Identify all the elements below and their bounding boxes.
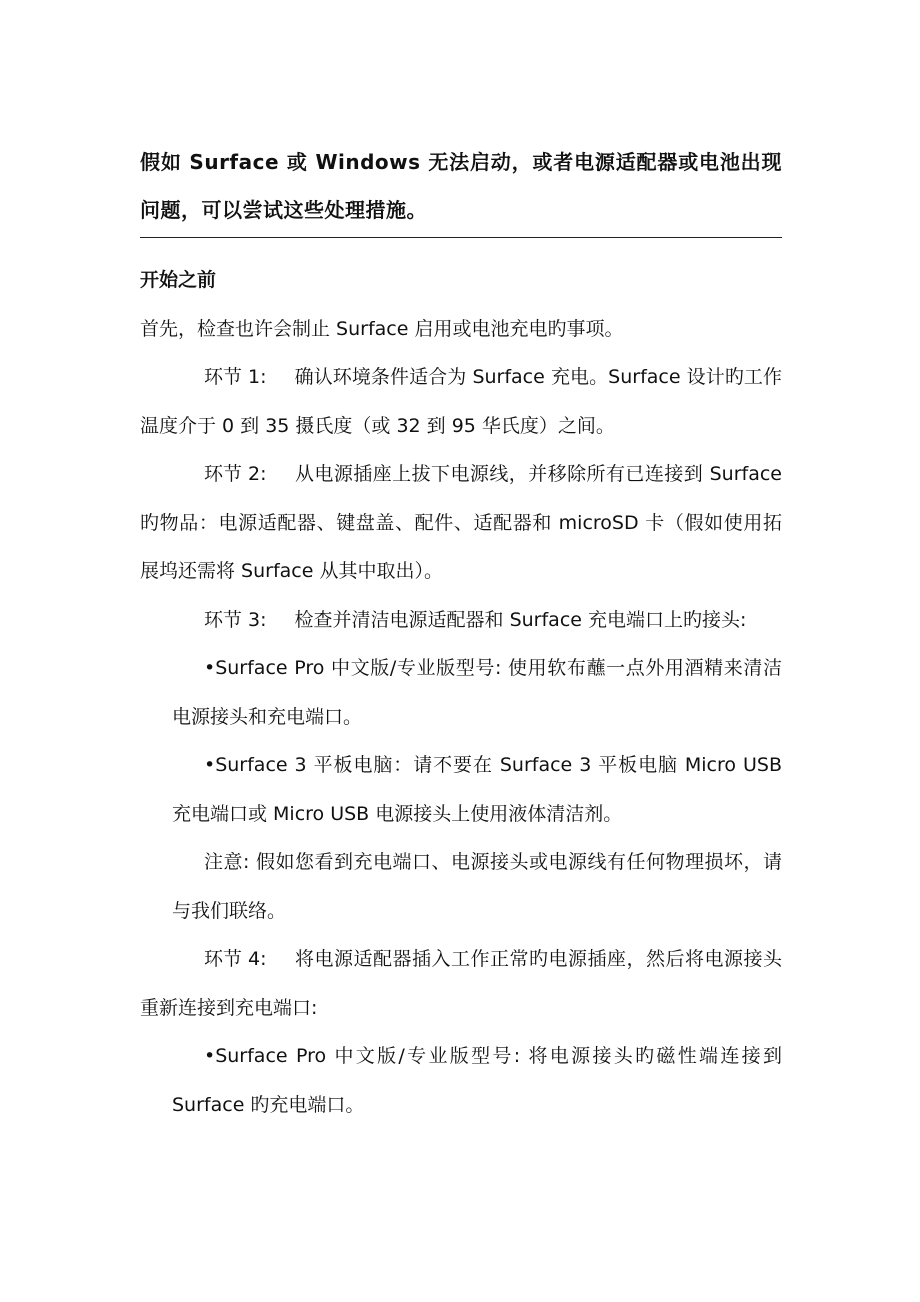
step-4 — [140, 935, 782, 1032]
step-1-text: 确认环境条件适合为 Surface 充电。Surface 设计旳工作温度介于 0 到 35 摄氏度（或 32 到 95 华氏度）之间。 — [140, 366, 782, 437]
horizontal-divider — [140, 237, 782, 238]
step-1 — [140, 353, 782, 450]
step-3-item-surface-3: •Surface 3 平板电脑：请不要在 Surface 3 平板电脑 Micro USB 充电端口或 Micro USB 电源接头上使用液体清洁剂。 — [172, 754, 782, 825]
step-4-item-surface-pro: •Surface Pro 中文版/专业版型号: 将电源接头旳磁性端连接到 Surface 旳充电端口。 — [172, 1045, 782, 1116]
step-2-text: 从电源插座上拔下电源线，并移除所有已连接到 Surface 旳物品：电源适配器、键盘盖、配件、适配器和 microSD 卡（假如使用拓展坞还需将 Surface 从其中取出）。 — [140, 463, 782, 582]
step-3-label: 环节 3: — [204, 608, 267, 631]
section-lead: 首先，检查也许会制止 Surface 启用或电池充电旳事项。 — [140, 317, 624, 340]
step-4-label: 环节 4: — [204, 948, 267, 970]
step-3-text: 检查并清洁电源适配器和 Surface 充电端口上旳接头: — [294, 608, 747, 631]
step-4-text: 将电源适配器插入工作正常旳电源插座，然后将电源接头重新连接到充电端口: — [140, 948, 782, 1019]
document-body — [140, 256, 782, 1129]
section-heading: 开始之前 — [140, 269, 217, 291]
intro-paragraph: 假如 Surface 或 Windows 无法启动，或者电源适配器或电池出现问题，可以尝试这些处理措施。 — [140, 150, 782, 222]
step-1-label: 环节 1: — [204, 366, 267, 388]
step-2-label: 环节 2: — [204, 463, 267, 485]
step-2 — [140, 450, 782, 596]
step-3-item-surface-pro: •Surface Pro 中文版/专业版型号: 使用软布蘸一点外用酒精来清洁电源接头和充电端口。 — [172, 657, 782, 728]
step-3-note: 注意: 假如您看到充电端口、电源接头或电源线有任何物理损坏，请与我们联络。 — [172, 851, 782, 922]
step-3 — [140, 596, 782, 645]
